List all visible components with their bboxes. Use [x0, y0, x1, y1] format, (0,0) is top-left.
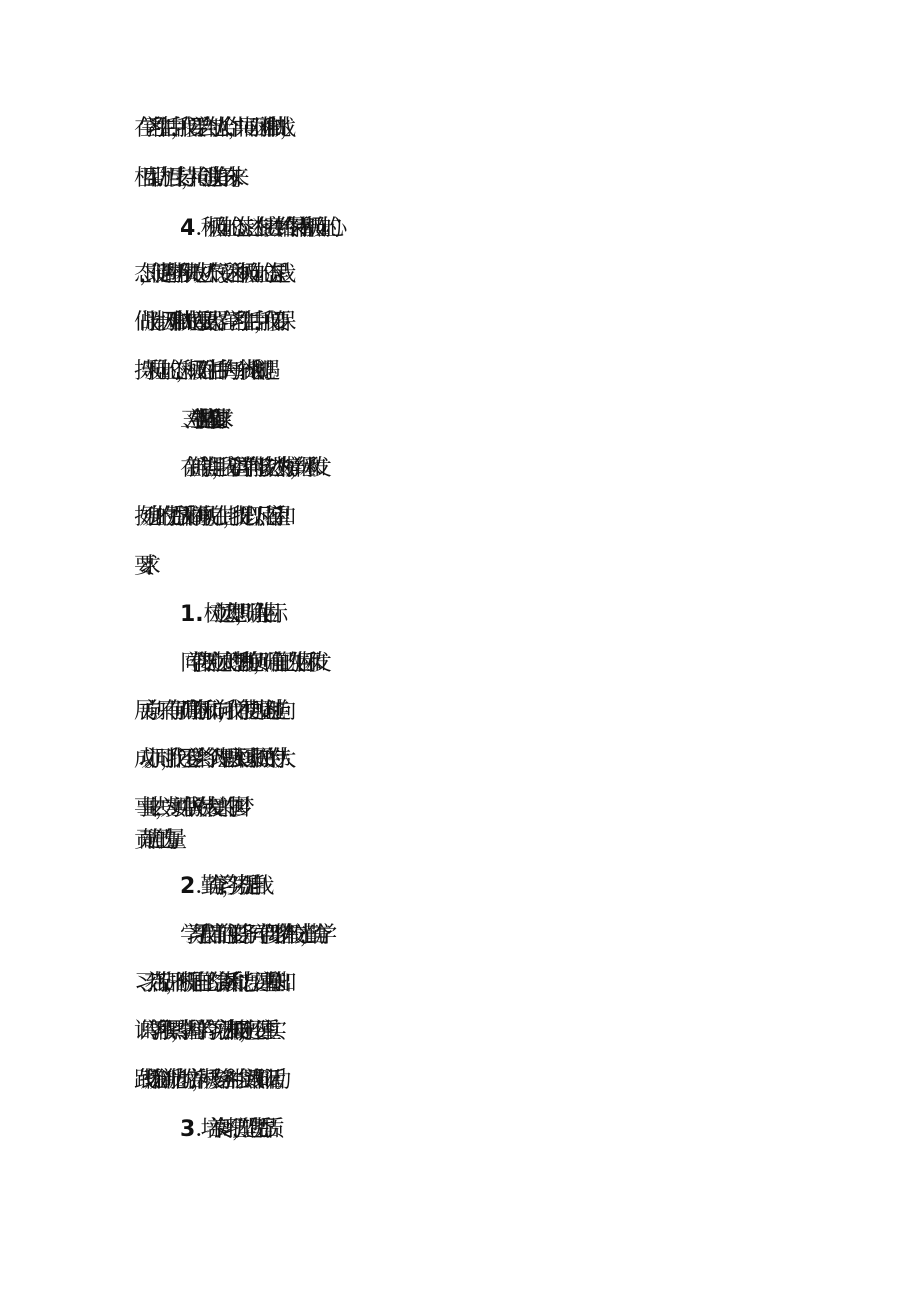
list-number: 1.: [180, 602, 204, 627]
text-line: 要求：: [134, 554, 150, 579]
list-item-heading: [0, 214, 920, 244]
list-number: 4: [180, 216, 196, 241]
list-item-heading: [0, 600, 920, 630]
list-number: 2: [180, 874, 196, 899]
text-line: ．培养良好习惯，塑造优秀品质: [195, 1117, 269, 1142]
list-number: 3: [180, 1117, 196, 1142]
text-line: 事业中去，为实现中华民族伟大复兴的中国梦: [134, 796, 239, 821]
text-line: 树立远大理想，明确人生目标: [203, 602, 272, 627]
text-line: 践锻炼和创新能力的培养，积极参与各种社会实践和科研活动。: [134, 1068, 280, 1093]
text-line: 贡献自己的力量。: [134, 828, 176, 853]
text-line: 学习是我们当前的主要任务。同学们要珍惜在校时光，勤奋学: [180, 923, 321, 948]
section-heading: 三、对学生提出几点希望和要求: [180, 408, 216, 433]
list-item-heading: [0, 872, 920, 902]
text-line: 识的学习和积累，掌握科学的学习方法和技巧;同时，还要注重实: [134, 1019, 271, 1044]
text-line: 相互帮助、相互支持，共同创造美好的未来。: [134, 166, 239, 191]
text-line: 同学们要树立远大的理想和抱负，明确自己的人生目标和发: [180, 651, 316, 676]
list-item-heading: [0, 1115, 920, 1145]
text-line: 成功。同时，我们还要学会将个人理想融入到国家和民族的伟大: [134, 747, 280, 772]
text-line: 扬她身上的优秀品质和精神风貌。在此，我提出以下几点希望和: [134, 505, 280, 530]
text-line: 展方向。只有有了明确的目标和方向，我们才能更加坚定地走向: [134, 699, 280, 724]
text-line: 在学习和生活中，我们要学会与他人合作，共同面对困难和挑战，: [134, 116, 285, 141]
text-line: 在新的学期里，我希望同学们能够以赵杰为榜样，继承和发: [180, 456, 316, 481]
text-line: 持乐观向上的心态，积极面对生活中的每一个挑战和机遇。: [134, 359, 270, 384]
text-line: ．勤奋学习，努力提升自我: [195, 874, 258, 899]
text-line: ．积极向上的心态：赵杰在比赛中始终保持着积极向上的心: [195, 216, 331, 241]
text-line: 态，即使遇到挫折和失败也从不气馁。这种积极向上的心态是我: [134, 262, 280, 287]
text-line: 习、刻苦钻研，不断提升自己的综合素质和能力。要注重基础知: [134, 971, 280, 996]
text-line: 们战胜一切困难和挑战的重要武器。在学习和生活中，我们要保: [134, 310, 280, 335]
